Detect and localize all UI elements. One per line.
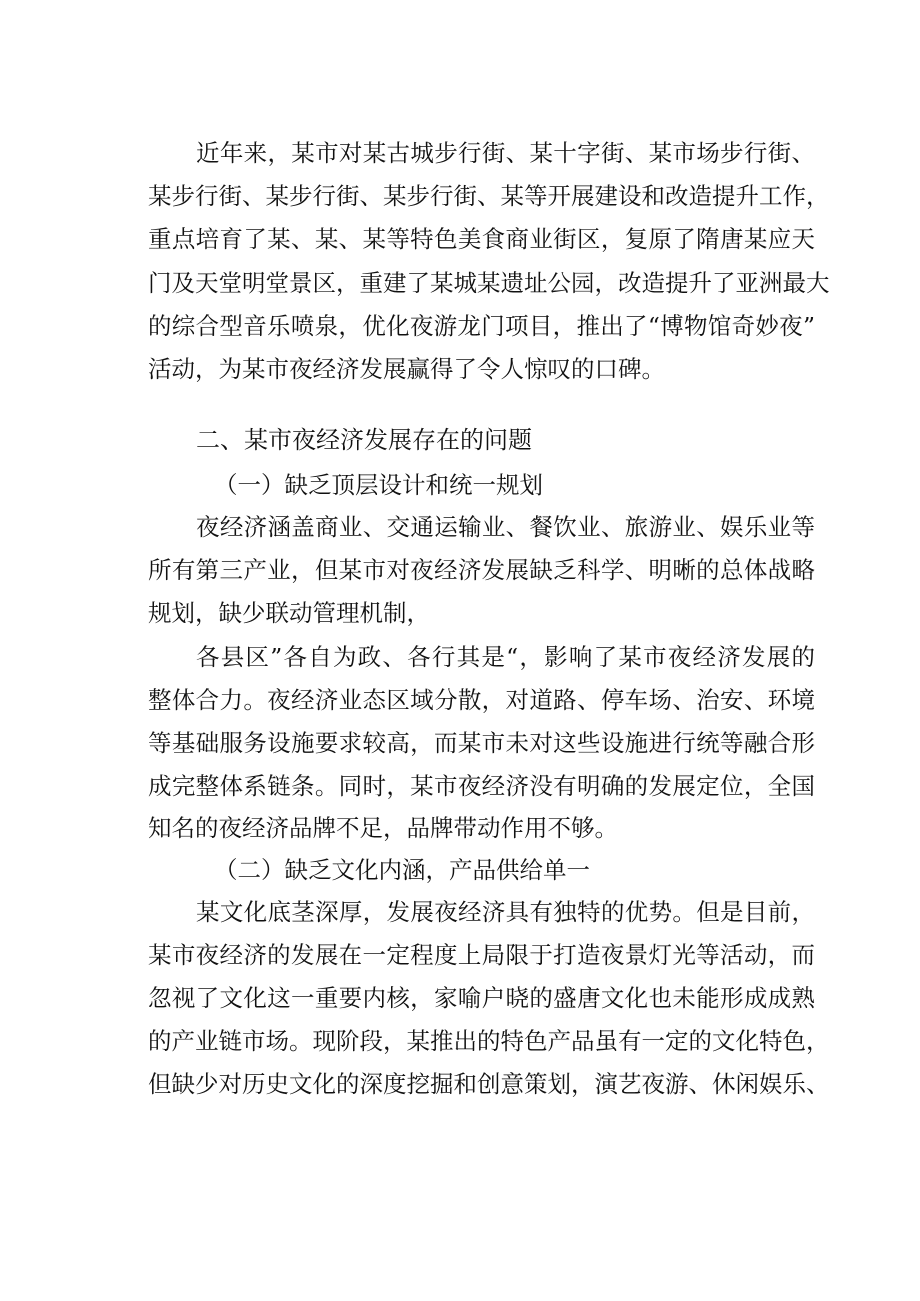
text-line: 某市夜经济的发展在一定程度上局限于打造夜景灯光等活动，而 <box>148 941 815 969</box>
section-heading: 二、某市夜经济发展存在的问题 <box>196 426 532 454</box>
text-line: 重点培育了某、某、某等特色美食商业街区，复原了隋唐某应天 <box>148 225 815 253</box>
text-line: 规划，缺少联动管理机制， <box>148 599 430 627</box>
text-line: 某文化底茎深厚，发展夜经济具有独特的优势。但是目前， <box>196 898 815 926</box>
subsection-heading: （二）缺乏文化内涵，产品供给单一 <box>214 856 590 884</box>
text-line: 活动，为某市夜经济发展赢得了令人惊叹的口碑。 <box>148 355 665 383</box>
subsection-heading: （一）缺乏顶层设计和统一规划 <box>214 471 543 499</box>
text-line: 门及天堂明堂景区，重建了某城某遗址公园，改造提升了亚洲最大 <box>148 269 830 297</box>
text-line: 忽视了文化这一重要内核，家喻户晓的盛唐文化也未能形成成熟 <box>148 984 815 1012</box>
text-line: 夜经济涵盖商业、交通运输业、餐饮业、旅游业、娱乐业等 <box>196 513 815 541</box>
text-line: 近年来，某市对某古城步行街、某十字街、某市场步行街、 <box>196 139 815 167</box>
text-line: 成完整体系链条。同时，某市夜经济没有明确的发展定位，全国 <box>148 772 815 800</box>
text-line: 知名的夜经济品牌不足，品牌带动作用不够。 <box>148 814 618 842</box>
text-line: 等基础服务设施要求较高，而某市未对这些设施进行统等融合形 <box>148 729 815 757</box>
text-line: 某步行街、某步行街、某步行街、某等开展建设和改造提升工作， <box>148 182 830 210</box>
text-line: 整体合力。夜经济业态区域分散，对道路、停车场、治安、环境 <box>148 686 815 714</box>
text-line: 的综合型音乐喷泉，优化夜游龙门项目，推出了“博物馆奇妙夜” <box>148 312 815 340</box>
text-line: 所有第三产业，但某市对夜经济发展缺乏科学、明晰的总体战略 <box>148 556 815 584</box>
text-line: 的产业链市场。现阶段，某推出的特色产品虽有一定的文化特色， <box>148 1027 830 1055</box>
text-line: 各县区”各自为政、各行其是“，影响了某市夜经济发展的 <box>196 643 815 671</box>
text-line: 但缺少对历史文化的深度挖掘和创意策划，演艺夜游、休闲娱乐、 <box>148 1070 830 1098</box>
